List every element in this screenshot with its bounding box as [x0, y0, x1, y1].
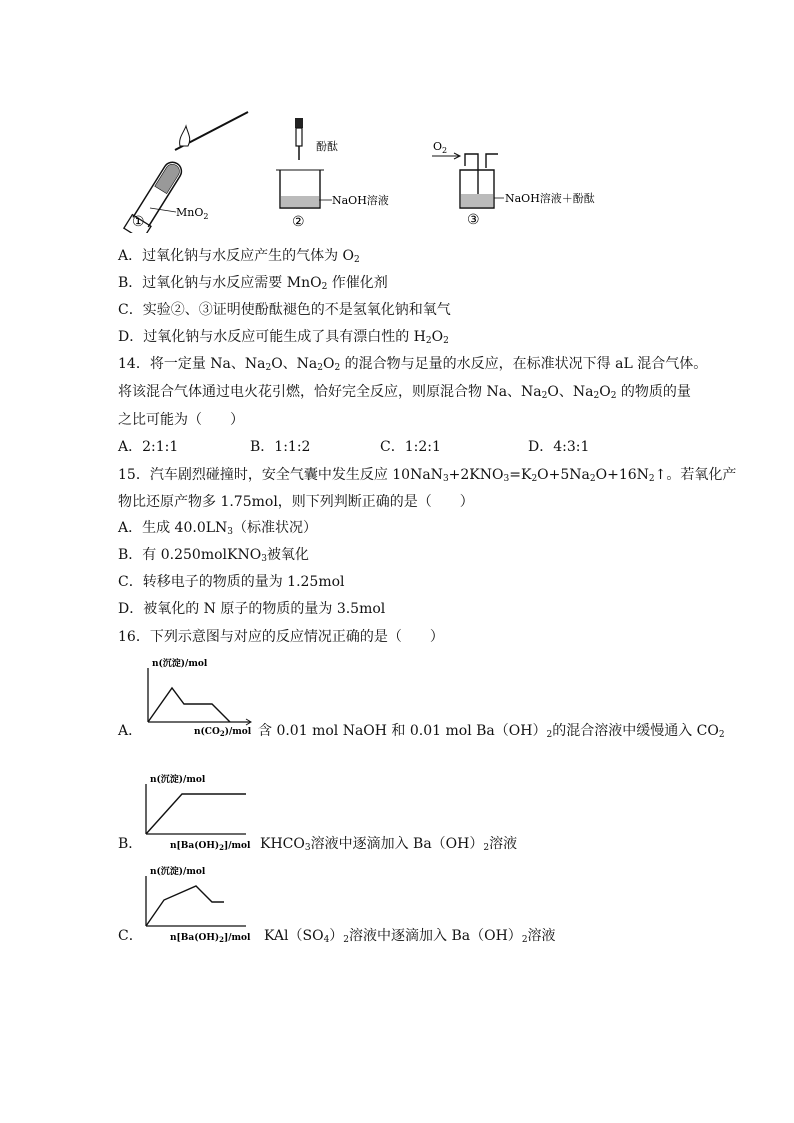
graph-b-ylabel: n(沉淀)/mol: [150, 775, 206, 785]
q16-option-b-text: $KHCO_3$溶液中逐滴加入 $Ba(OH)_2$溶液: [260, 836, 518, 853]
q15-stem-line1: 15．汽车剧烈碰撞时，安全气囊中发生反应 $10NaN_3+2KNO_3=K_2O+5Na_2O+16N_2↑$。若氧化产: [118, 467, 737, 484]
q16-option-c-text: $KAl(SO_4)_2$溶液中逐滴加入 $Ba(OH)_2$溶液: [264, 928, 556, 945]
graph-c-curve: [146, 886, 224, 926]
q16-graph-a: [140, 654, 260, 740]
q14-stem-line2: 将该混合气体通过电火花引燃，恰好完全反应，则原混合物 Na、$Na_2O$、$Na_2O_2$ 的物质的量: [118, 384, 691, 401]
q16-option-b-letter: B．: [118, 836, 143, 852]
graph-a-xlabel: $n(CO_2)$/mol: [194, 727, 252, 738]
q15-option-d: D．被氧化的 N 原子的物质的量为 3.5mol: [118, 601, 386, 617]
q15-option-c: C．转移电子的物质的量为 1.25mol: [118, 574, 345, 590]
q13-option-c: C．实验②、③证明使酚酞褪色的不是氢氧化钠和氧气: [118, 302, 451, 318]
q16-stem: 16．下列示意图与对应的反应情况正确的是（ ）: [118, 629, 444, 645]
q14-option-b: B．1:1:2: [250, 439, 311, 455]
fig3-solution-label: NaOH溶液＋酚酞: [505, 192, 595, 205]
q16-graph-b: [140, 770, 260, 852]
q13-option-b: B．过氧化钠与水反应需要 MnO$_2$ 作催化剂: [118, 275, 388, 292]
fig1-mno2-label: MnO$_2$: [176, 206, 209, 221]
fig1-number: ①: [132, 214, 145, 230]
graph-a-ylabel: n(沉淀)/mol: [152, 659, 208, 669]
graph-c-ylabel: n(沉淀)/mol: [150, 867, 206, 877]
q13-option-a: A．过氧化钠与水反应产生的气体为 $O_2$: [118, 248, 360, 265]
q15-option-b: B．有 0.250molKNO$_3$被氧化: [118, 547, 309, 564]
q14-stem-line1: 14．将一定量 Na、$Na_2O$、$Na_2O_2$ 的混合物与足量的水反应，在标准状况下得 aL 混合气体。: [118, 356, 708, 373]
fig2-number: ②: [292, 214, 305, 230]
q16-option-a-letter: A．: [118, 723, 143, 739]
graph-c-xlabel: $n[Ba(OH)_2]$/mol: [170, 933, 251, 944]
q13-option-d: D．过氧化钠与水反应可能生成了具有漂白性的 $H_2O_2$: [118, 329, 449, 346]
q14-option-c: C．1:2:1: [380, 439, 441, 455]
fig2-naoh-label: NaOH溶液: [332, 194, 389, 207]
q16-option-a-text: 含 0.01 mol NaOH 和 0.01 mol $Ba(OH)_2$的混合溶液中缓慢通入 $CO_2$: [258, 723, 725, 740]
fig2-beaker: [276, 118, 332, 208]
q16-graph-c: [140, 862, 260, 946]
q16-option-c-letter: C．: [118, 928, 143, 944]
graph-a-curve: [148, 688, 230, 722]
fig3-o2-label: $O_2$: [433, 140, 448, 155]
experiment-figures: [120, 108, 600, 233]
q14-option-d: D．4:3:1: [528, 439, 590, 455]
fig3-number: ③: [467, 212, 480, 228]
q14-option-a: A．2:1:1: [118, 439, 179, 455]
graph-b-curve: [146, 794, 246, 834]
fig2-phenolphthalein-label: 酚酞: [316, 140, 338, 153]
q15-stem-line2: 物比还原产物多 1.75mol，则下列判断正确的是（ ）: [118, 494, 474, 510]
q14-stem-line3: 之比可能为（ ）: [118, 412, 244, 428]
q15-option-a: A．生成 $40.0LN_3$（标准状况）: [118, 520, 318, 537]
fig3-wash-bottle: [432, 153, 504, 208]
graph-b-xlabel: $n[Ba(OH)_2]$/mol: [170, 841, 251, 852]
